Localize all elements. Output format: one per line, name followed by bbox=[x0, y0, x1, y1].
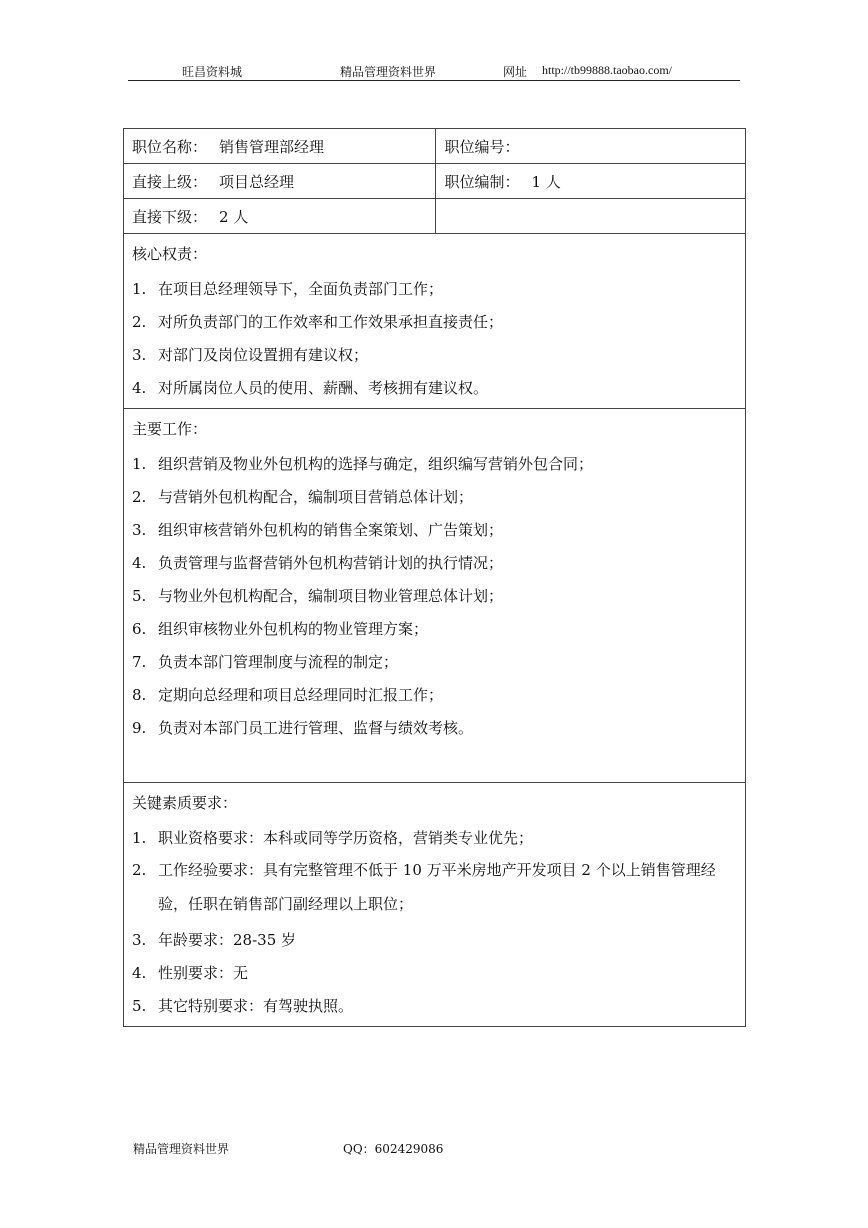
header-shop-name: 旺昌资料城 bbox=[182, 65, 243, 79]
list-item: 1. 在项目总经理领导下，全面负责部门工作； bbox=[132, 280, 444, 298]
table-row bbox=[124, 164, 746, 199]
list-item: 4. 对所属岗位人员的使用、薪酬、考核拥有建议权。 bbox=[132, 379, 489, 397]
list-item: 3. 对部门及岗位设置拥有建议权； bbox=[132, 346, 369, 364]
footer-qq: QQ：602429086 bbox=[343, 1142, 444, 1156]
page-header bbox=[128, 62, 740, 81]
header-url-link[interactable]: http://tb99888.taobao.com/ bbox=[542, 63, 672, 77]
direct-subordinate-label: 直接下级： bbox=[132, 207, 208, 226]
blank-line bbox=[132, 738, 737, 772]
main-work-title: 主要工作： bbox=[132, 420, 208, 438]
table-row bbox=[124, 199, 746, 234]
list-item: 1. 组织营销及物业外包机构的选择与确定，组织编写营销外包合同； bbox=[132, 455, 594, 473]
key-qualities-title: 关键素质要求： bbox=[132, 794, 238, 812]
list-item: 2. 工作经验要求：具有完整管理不低于 10 万平米房地产开发项目 2 个以上销售管理经验，任职在销售部门副经理以上职位； bbox=[132, 861, 716, 913]
header-world-title: 精品管理资料世界 bbox=[340, 65, 437, 79]
footer-world-title: 精品管理资料世界 bbox=[133, 1142, 230, 1156]
list-item: 3. 年龄要求：28-35 岁 bbox=[132, 931, 297, 949]
table-row bbox=[124, 129, 746, 164]
list-item: 5. 其它特别要求：有驾驶执照。 bbox=[132, 997, 354, 1015]
page-footer bbox=[133, 1140, 444, 1157]
list-item: 2. 与营销外包机构配合，编制项目营销总体计划； bbox=[132, 488, 474, 506]
core-responsibilities-section bbox=[124, 234, 746, 409]
list-item: 2. 对所负责部门的工作效率和工作效果承担直接责任； bbox=[132, 313, 504, 331]
position-name-value: 销售管理部经理 bbox=[219, 137, 325, 156]
direct-subordinate-cell bbox=[124, 199, 436, 234]
position-code-label: 职位编号： bbox=[444, 137, 520, 156]
direct-superior-value: 项目总经理 bbox=[219, 172, 295, 191]
position-name-cell bbox=[124, 129, 436, 164]
list-item: 5. 与物业外包机构配合，编制项目物业管理总体计划； bbox=[132, 587, 504, 605]
header-url-label: 网址 bbox=[503, 65, 528, 79]
table-row bbox=[124, 783, 746, 1027]
list-item: 1. 职业资格要求：本科或同等学历资格，营销类专业优先； bbox=[132, 829, 534, 847]
headcount-label: 职位编制： bbox=[444, 172, 520, 191]
list-item: 9. 负责对本部门员工进行管理、监督与绩效考核。 bbox=[132, 719, 474, 737]
list-item: 6. 组织审核物业外包机构的物业管理方案； bbox=[132, 620, 429, 638]
list-item: 7. 负责本部门管理制度与流程的制定； bbox=[132, 653, 399, 671]
main-work-section bbox=[124, 409, 746, 783]
empty-cell bbox=[436, 199, 746, 234]
key-qualities-section bbox=[124, 783, 746, 1027]
core-responsibilities-title: 核心权责： bbox=[132, 245, 208, 263]
direct-superior-cell bbox=[124, 164, 436, 199]
list-item: 4. 性别要求：无 bbox=[132, 964, 249, 982]
table-row bbox=[124, 234, 746, 409]
headcount-cell bbox=[436, 164, 746, 199]
position-code-cell bbox=[436, 129, 746, 164]
direct-superior-label: 直接上级： bbox=[132, 172, 208, 191]
headcount-value: 1 人 bbox=[531, 172, 561, 191]
table-row bbox=[124, 409, 746, 783]
position-name-label: 职位名称： bbox=[132, 137, 208, 156]
list-item: 3. 组织审核营销外包机构的销售全案策划、广告策划； bbox=[132, 521, 504, 539]
list-item: 4. 负责管理与监督营销外包机构营销计划的执行情况； bbox=[132, 554, 504, 572]
direct-subordinate-value: 2 人 bbox=[219, 207, 249, 226]
list-item: 8. 定期向总经理和项目总经理同时汇报工作； bbox=[132, 686, 444, 704]
job-description-table bbox=[123, 128, 746, 1027]
